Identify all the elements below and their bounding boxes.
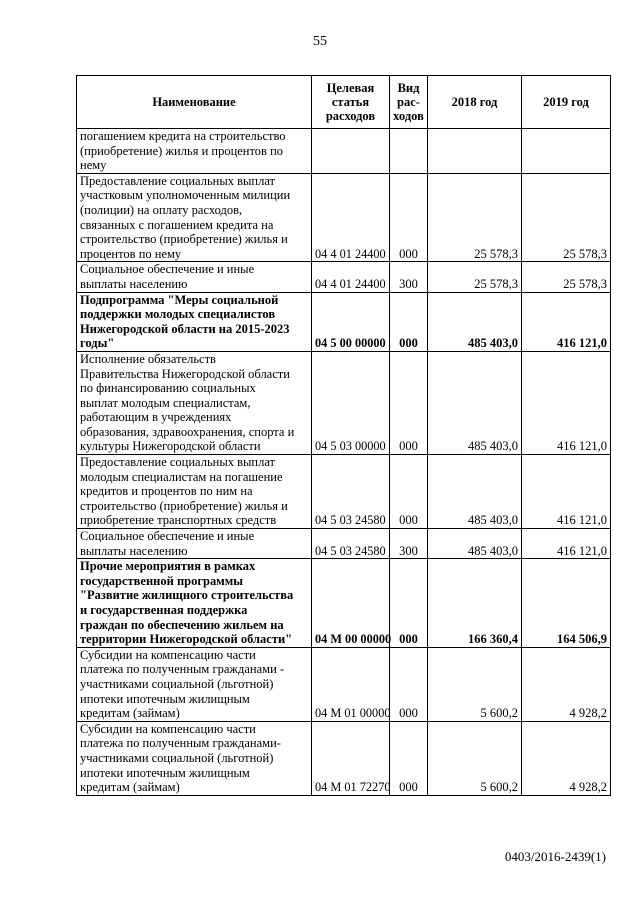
row-value-2019 (522, 129, 611, 174)
row-value-2019: 25 578,3 (522, 262, 611, 292)
row-name-line: (приобретение) жилья и процентов по (80, 143, 284, 158)
table-row (77, 529, 611, 559)
row-value-2019: 164 506,9 (522, 559, 611, 648)
row-value-2019: 25 578,3 (522, 173, 611, 262)
row-value-2018: 5 600,2 (428, 721, 522, 795)
row-value-2019: 4 928,2 (522, 721, 611, 795)
row-name-line: Подпрограмма "Меры социальной (80, 292, 279, 307)
row-name-cell (77, 292, 312, 351)
row-name-line: граждан по обеспечению жильем на (80, 617, 284, 632)
row-expense-kind: 000 (390, 455, 428, 529)
row-value-2019: 4 928,2 (522, 647, 611, 721)
table-row (77, 455, 611, 529)
header-target-line: Целевая (326, 81, 375, 95)
header-kind-line: Вид (397, 81, 420, 95)
table-header-row (77, 76, 611, 129)
row-name-line: "Развитие жилищного строительства (80, 588, 294, 603)
row-name-line: поддержки молодых специалистов (80, 307, 276, 322)
row-value-2018: 166 360,4 (428, 559, 522, 648)
row-name-line: Субсидии на компенсацию части (80, 721, 256, 736)
row-name-cell (77, 129, 312, 174)
row-name-cell (77, 173, 312, 262)
table-row (77, 647, 611, 721)
row-name-line: территории Нижегородской области" (80, 632, 293, 647)
row-name-line: Социальное обеспечение и иные (80, 529, 255, 544)
row-name-line: Нижегородской области на 2015-2023 (80, 321, 290, 336)
row-expense-kind: 000 (390, 559, 428, 648)
row-name-line: культуры Нижегородской области (80, 439, 261, 454)
row-name-line: молодым специалистам на погашение (80, 469, 283, 484)
document-code: 0403/2016-2439(1) (504, 849, 606, 864)
row-expense-kind: 300 (390, 529, 428, 559)
row-name-cell (77, 262, 312, 292)
row-name-line: образования, здравоохранения, спорта и (80, 424, 295, 439)
row-value-2019: 416 121,0 (522, 529, 611, 559)
row-name-line: Исполнение обязательств (80, 351, 216, 366)
row-expense-kind: 000 (390, 292, 428, 351)
row-name-line: кредитам (займам) (80, 780, 180, 795)
row-expense-kind: 300 (390, 262, 428, 292)
row-name-line: процентов по нему (80, 246, 182, 261)
row-name-line: (полиции) на оплату расходов, (80, 202, 243, 217)
row-value-2018 (428, 129, 522, 174)
row-name-line: платежа по полученным гражданами - (80, 662, 285, 677)
header-expense-kind (390, 76, 428, 129)
header-name: Наименование (77, 76, 312, 129)
row-name-line: выплат молодым специалистам, (80, 395, 251, 410)
row-name-cell (77, 721, 312, 795)
table-row (77, 721, 611, 795)
header-target-line: расходов (325, 109, 376, 123)
table-row (77, 292, 611, 351)
row-target-article (312, 129, 390, 174)
row-value-2019: 416 121,0 (522, 351, 611, 454)
table-body (77, 129, 611, 796)
row-target-article: 04 5 03 24580 (312, 529, 390, 559)
row-name-cell (77, 351, 312, 454)
row-name-line: годы" (80, 336, 115, 351)
row-name-line: строительство (приобретение) жилья и (80, 498, 288, 513)
row-name-line: приобретение транспортных средств (80, 513, 277, 528)
row-name-line: Правительства Нижегородской области (80, 366, 290, 381)
row-name-line: ипотеки ипотечным жилищным (80, 691, 250, 706)
row-target-article: 04 5 03 00000 (312, 351, 390, 454)
row-target-article: 04 М 00 00000 (312, 559, 390, 648)
header-target-line: статья (331, 95, 370, 109)
row-name-line: работающим в учреждениях (80, 410, 232, 425)
row-name-line: кредитов и процентов по ним на (80, 484, 253, 499)
table-row (77, 262, 611, 292)
row-expense-kind: 000 (390, 173, 428, 262)
row-name-line: погашением кредита на строительство (80, 129, 286, 143)
row-target-article: 04 5 00 00000 (312, 292, 390, 351)
row-name-line: участниками социальной (льготной) (80, 676, 274, 691)
row-name-line: участниками социальной (льготной) (80, 750, 274, 765)
row-name-line: Предоставление социальных выплат (80, 173, 276, 188)
row-value-2018: 485 403,0 (428, 351, 522, 454)
row-name-cell (77, 529, 312, 559)
row-target-article: 04 М 01 72270 (312, 721, 390, 795)
row-name-line: связанных с погашением кредита на (80, 217, 274, 232)
row-name-cell (77, 647, 312, 721)
row-name-line: участковым уполномоченным милиции (80, 188, 291, 203)
row-value-2018: 485 403,0 (428, 529, 522, 559)
row-name-line: строительство (приобретение) жилья и (80, 232, 288, 247)
row-name-line: выплаты населению (80, 543, 188, 558)
header-2018: 2018 год (428, 76, 522, 129)
row-expense-kind: 000 (390, 647, 428, 721)
row-target-article: 04 4 01 24400 (312, 173, 390, 262)
header-target-article (312, 76, 390, 129)
header-kind-line: ходов (393, 109, 424, 123)
row-name-line: выплаты населению (80, 276, 188, 291)
row-value-2018: 25 578,3 (428, 173, 522, 262)
table-row (77, 559, 611, 648)
row-name-line: нему (80, 158, 107, 173)
row-name-line: по финансированию социальных (80, 381, 256, 396)
table-row (77, 129, 611, 174)
row-value-2018: 485 403,0 (428, 292, 522, 351)
row-name-line: Субсидии на компенсацию части (80, 647, 256, 662)
row-name-line: и государственная поддержка (80, 603, 248, 617)
budget-table (76, 75, 611, 796)
page-number: 55 (313, 34, 327, 49)
row-value-2019: 416 121,0 (522, 292, 611, 351)
row-value-2018: 485 403,0 (428, 455, 522, 529)
row-target-article: 04 4 01 24400 (312, 262, 390, 292)
row-value-2018: 5 600,2 (428, 647, 522, 721)
row-target-article: 04 М 01 00000 (312, 647, 390, 721)
row-value-2019: 416 121,0 (522, 455, 611, 529)
row-name-line: ипотеки ипотечным жилищным (80, 765, 250, 780)
row-name-cell (77, 455, 312, 529)
row-name-line: платежа по полученным гражданами- (80, 736, 281, 751)
row-target-article: 04 5 03 24580 (312, 455, 390, 529)
row-name-cell (77, 559, 312, 648)
header-kind-line: рас- (397, 95, 420, 109)
row-expense-kind: 000 (390, 721, 428, 795)
row-name-line: Предоставление социальных выплат (80, 455, 276, 470)
table-row (77, 173, 611, 262)
row-expense-kind (390, 129, 428, 174)
row-name-line: государственной программы (80, 573, 244, 588)
row-expense-kind: 000 (390, 351, 428, 454)
row-name-line: Прочие мероприятия в рамках (80, 559, 256, 574)
header-2019: 2019 год (522, 76, 611, 129)
row-value-2018: 25 578,3 (428, 262, 522, 292)
row-name-line: кредитам (займам) (80, 706, 180, 721)
table-row (77, 351, 611, 454)
row-name-line: Социальное обеспечение и иные (80, 262, 255, 277)
